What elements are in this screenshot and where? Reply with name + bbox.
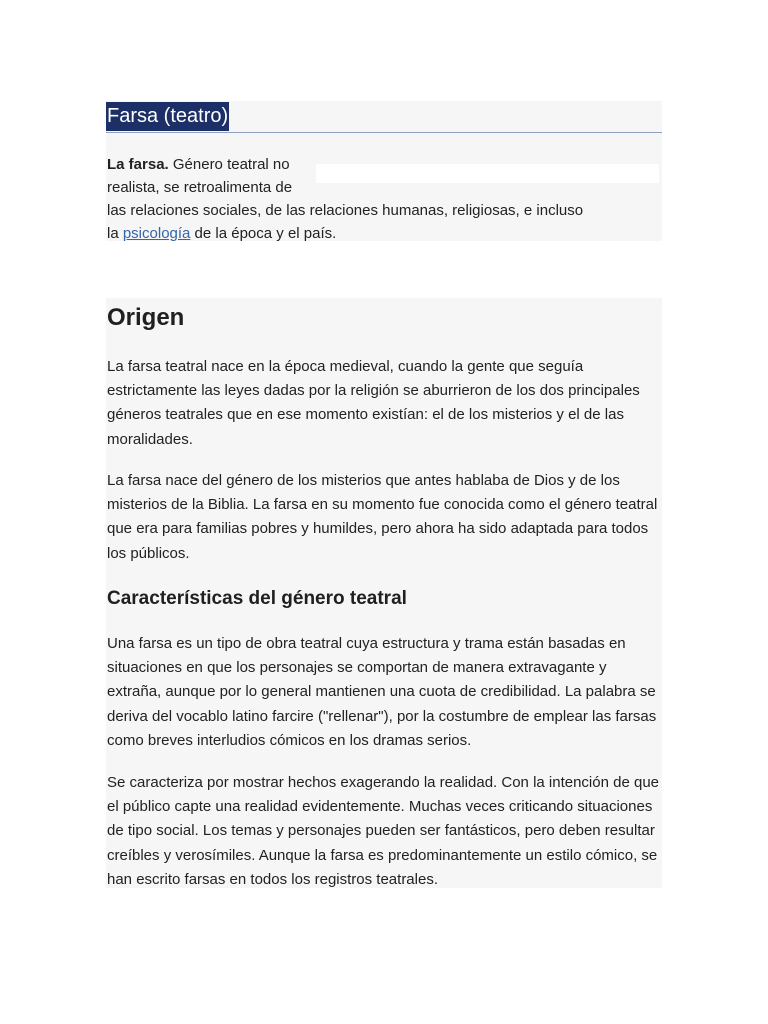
paragraph-caracteristicas-1 [107,632,659,753]
main-section [106,298,662,888]
text-line: Se caracteriza por mostrar hechos exagerando la realidad. Con la intención de que [107,774,659,791]
psicologia-link[interactable]: psicología [122,225,191,242]
text-line: de tipo social. Los temas y personajes pueden ser fantásticos, pero deben resultar [107,822,655,840]
section-heading-origen: Origen [107,304,185,331]
intro-line-3: las relaciones sociales, de las relaciones humanas, religiosas, e incluso [107,202,584,219]
paragraph-caracteristicas-2 [107,771,659,892]
text-line: han escrito farsas en todos los registros teatrales. [107,870,438,888]
intro-line-4-prefix: la [107,225,123,242]
intro-line-1-rest: Género teatral no [168,156,290,173]
text-line: situaciones en que los personajes se comportan de manera extravagante y [107,659,607,677]
text-line: que era para familias pobres y humildes, pero ahora ha sido adaptada para todos [107,520,649,538]
paragraph-origen-1 [107,355,659,452]
text-line: Una farsa es un tipo de obra teatral cuya estructura y trama están basadas en [107,635,626,652]
intro-paragraph [107,153,647,245]
intro-section [106,101,662,241]
intro-line-2: realista, se retroalimenta de [107,179,293,196]
intro-line-1 [107,153,647,176]
text-line: La farsa teatral nace en la época medieval, cuando la gente que seguía [107,358,584,375]
text-line: deriva del vocablo latino farcire ("rellenar"), por la costumbre de emplear las farsas [107,707,657,725]
text-line: moralidades. [107,430,193,448]
text-line: los públicos. [107,544,190,562]
page-title: Farsa (teatro) [106,102,229,131]
intro-line-4-suffix: de la época y el país. [190,225,337,242]
intro-line-4 [107,222,647,245]
text-line: estrictamente las leyes dadas por la religión se aburrieron de los dos principales [107,382,640,400]
bold-lead: La farsa. [107,156,169,173]
paragraph-origen-2 [107,469,659,566]
text-line: como breves interludios cómicos en los dramas serios. [107,731,472,749]
text-line: La farsa nace del género de los misterios que antes hablaba de Dios y de los [107,472,620,489]
text-line: creíbles y verosímiles. Aunque la farsa es predominantemente un estilo cómico, se [107,846,658,864]
text-line: géneros teatrales que en ese momento existían: el de los misterios y el de las [107,406,624,424]
title-bar [106,101,662,133]
text-line: misterios de la Biblia. La farsa en su momento fue conocida como el género teatral [107,496,658,514]
section-heading-caracteristicas: Características del género teatral [107,588,407,609]
text-line: el público capte una realidad evidentemente. Muchas veces criticando situaciones [107,798,653,816]
text-line: extraña, aunque por lo general mantienen una cuota de credibilidad. La palabra se [107,683,656,701]
